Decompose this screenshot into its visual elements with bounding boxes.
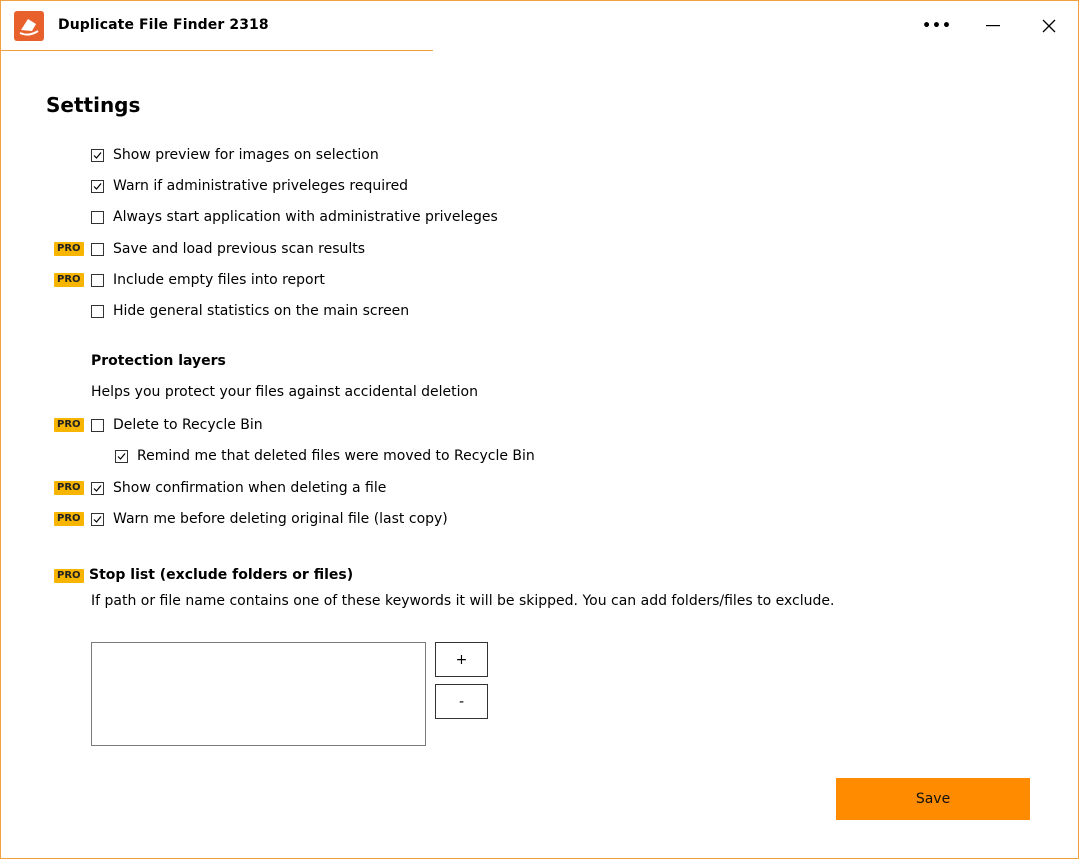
protection-description: Helps you protect your files against accidental deletion	[91, 384, 478, 400]
pro-badge: PRO	[54, 481, 84, 495]
checkmark-icon	[92, 150, 103, 161]
minimize-button[interactable]	[975, 9, 1011, 43]
option-label: Hide general statistics on the main screen	[113, 303, 410, 319]
stop-list-heading: Stop list (exclude folders or files)	[89, 567, 354, 583]
option-show-confirmation[interactable]	[91, 478, 386, 498]
checkbox[interactable]	[91, 180, 104, 193]
checkbox[interactable]	[91, 482, 104, 495]
close-button[interactable]	[1031, 9, 1067, 43]
checkmark-icon	[92, 483, 103, 494]
option-warn-admin[interactable]	[91, 176, 408, 196]
option-show-preview[interactable]	[91, 145, 379, 165]
close-icon	[1042, 19, 1056, 33]
option-label: Show preview for images on selection	[113, 147, 379, 163]
option-include-empty-files[interactable]	[91, 270, 325, 290]
option-label: Always start application with administrative priveleges	[113, 209, 498, 225]
title-divider	[1, 50, 433, 51]
save-button[interactable]: Save	[836, 778, 1030, 820]
pro-badge: PRO	[54, 418, 84, 432]
checkbox[interactable]	[91, 419, 104, 432]
option-always-admin[interactable]	[91, 207, 498, 227]
option-label: Warn me before deleting original file (last copy)	[113, 511, 448, 527]
checkbox[interactable]	[91, 211, 104, 224]
checkbox[interactable]	[91, 243, 104, 256]
pro-badge: PRO	[54, 512, 84, 526]
checkbox[interactable]	[91, 513, 104, 526]
checkmark-icon	[92, 181, 103, 192]
checkmark-icon	[92, 514, 103, 525]
protection-heading: Protection layers	[91, 353, 226, 369]
option-delete-to-recycle-bin[interactable]	[91, 415, 263, 435]
minimize-icon	[986, 25, 1000, 27]
window-title: Duplicate File Finder 2318	[58, 17, 269, 33]
more-options-button[interactable]: •••	[922, 18, 952, 34]
remove-exclusion-button[interactable]: -	[435, 684, 488, 719]
stop-list-box[interactable]	[91, 642, 426, 746]
pro-badge: PRO	[54, 273, 84, 287]
option-warn-original-file[interactable]	[91, 509, 448, 529]
option-label: Save and load previous scan results	[113, 241, 366, 257]
checkmark-icon	[116, 451, 127, 462]
title-bar[interactable]	[1, 1, 1078, 51]
option-label: Delete to Recycle Bin	[113, 417, 263, 433]
checkbox[interactable]	[91, 305, 104, 318]
add-exclusion-button[interactable]: +	[435, 642, 488, 677]
option-label: Include empty files into report	[113, 272, 325, 288]
page-title: Settings	[46, 93, 141, 117]
option-save-load-results[interactable]	[91, 239, 365, 259]
pro-badge: PRO	[54, 569, 84, 583]
option-hide-statistics[interactable]	[91, 301, 409, 321]
app-logo-icon	[14, 11, 44, 41]
option-label: Warn if administrative priveleges required	[113, 178, 409, 194]
option-label: Show confirmation when deleting a file	[113, 480, 387, 496]
checkbox[interactable]	[115, 450, 128, 463]
checkbox[interactable]	[91, 274, 104, 287]
pro-badge: PRO	[54, 242, 84, 256]
option-label: Remind me that deleted files were moved to Recycle Bin	[137, 448, 535, 464]
checkbox[interactable]	[91, 149, 104, 162]
stop-list-description: If path or file name contains one of these keywords it will be skipped. You can add folders/files to exclude.	[91, 593, 835, 609]
option-remind-recycle-bin[interactable]	[115, 446, 535, 466]
